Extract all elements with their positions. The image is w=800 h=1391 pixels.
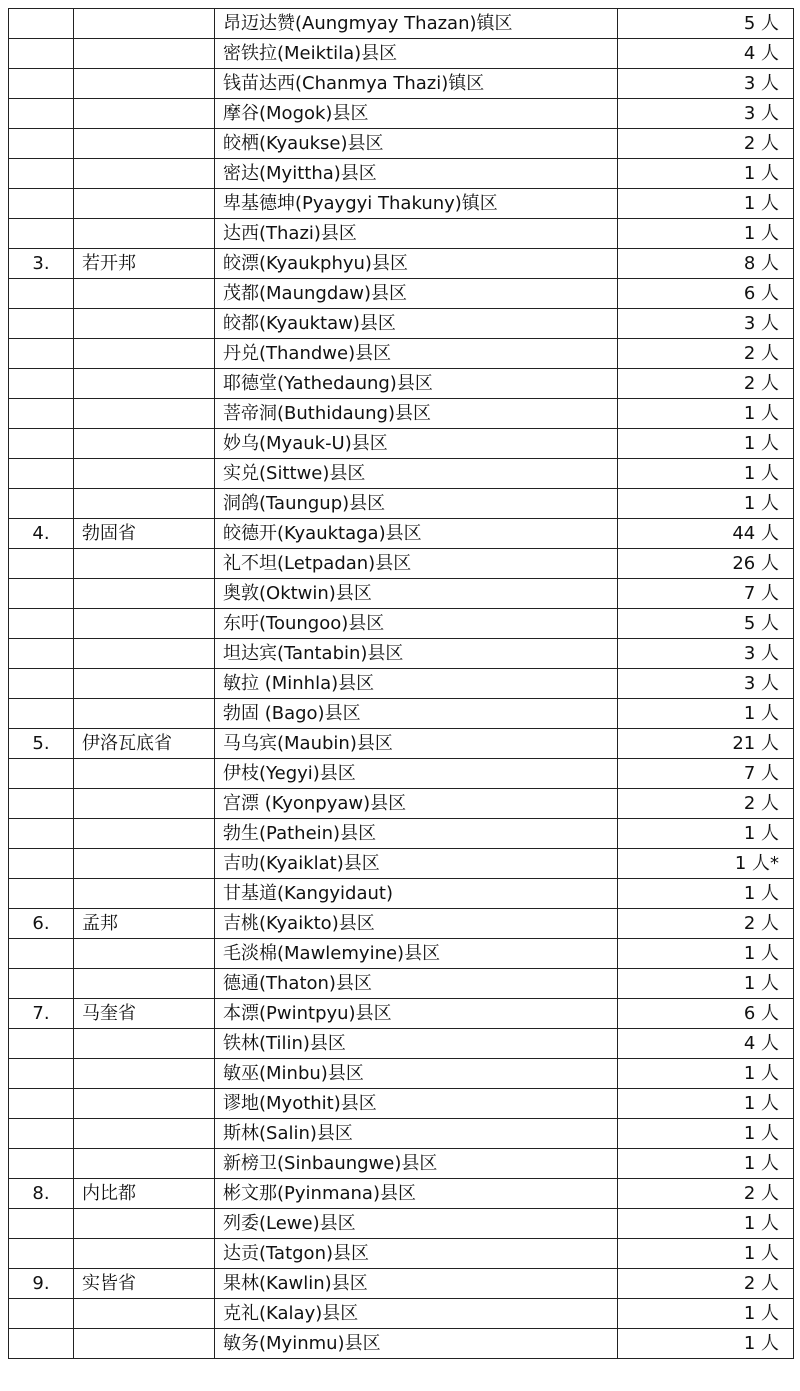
table-row: [9, 999, 794, 1029]
row-number: [9, 339, 74, 369]
district-name: 伊枝(Yegyi)县区: [215, 759, 618, 789]
district-name: 密达(Myittha)县区: [215, 159, 618, 189]
district-name: 达贡(Tatgon)县区: [215, 1239, 618, 1269]
district-name: 本漂(Pwintpyu)县区: [215, 999, 618, 1029]
row-number: [9, 129, 74, 159]
table-row: [9, 669, 794, 699]
region-name: [74, 1059, 215, 1089]
table-row: [9, 279, 794, 309]
person-count: 1 人: [618, 459, 794, 489]
table-row: [9, 879, 794, 909]
table-row: [9, 1179, 794, 1209]
region-name: 孟邦: [74, 909, 215, 939]
region-name: [74, 579, 215, 609]
table-row: [9, 789, 794, 819]
row-number: [9, 759, 74, 789]
region-name: [74, 969, 215, 999]
district-name: 实兑(Sittwe)县区: [215, 459, 618, 489]
region-name: [74, 429, 215, 459]
region-name: [74, 69, 215, 99]
district-name: 敏务(Myinmu)县区: [215, 1329, 618, 1359]
district-name: 妙乌(Myauk-U)县区: [215, 429, 618, 459]
region-name: [74, 1329, 215, 1359]
row-number: [9, 369, 74, 399]
region-name: [74, 1089, 215, 1119]
table-row: [9, 1059, 794, 1089]
table-row: [9, 69, 794, 99]
district-name: 毛淡棉(Mawlemyine)县区: [215, 939, 618, 969]
table-row: [9, 579, 794, 609]
person-count: 2 人: [618, 369, 794, 399]
table-row: [9, 759, 794, 789]
person-count: 1 人: [618, 969, 794, 999]
district-name: 马乌宾(Maubin)县区: [215, 729, 618, 759]
region-name: [74, 789, 215, 819]
region-name: [74, 1029, 215, 1059]
district-name: 奥敦(Oktwin)县区: [215, 579, 618, 609]
person-count: 2 人: [618, 129, 794, 159]
person-count: 2 人: [618, 339, 794, 369]
person-count: 3 人: [618, 639, 794, 669]
table-row: [9, 39, 794, 69]
row-number: [9, 1149, 74, 1179]
region-name: [74, 939, 215, 969]
region-name: [74, 309, 215, 339]
region-name: [74, 1239, 215, 1269]
district-name: 耶德堂(Yathedaung)县区: [215, 369, 618, 399]
row-number: [9, 279, 74, 309]
district-name: 皎都(Kyauktaw)县区: [215, 309, 618, 339]
row-number: [9, 399, 74, 429]
district-name: 敏巫(Minbu)县区: [215, 1059, 618, 1089]
table-row: [9, 1029, 794, 1059]
table-row: [9, 189, 794, 219]
table-row: [9, 1329, 794, 1359]
district-name: 勃固 (Bago)县区: [215, 699, 618, 729]
region-name: [74, 189, 215, 219]
row-number: [9, 609, 74, 639]
district-name: 敏拉 (Minhla)县区: [215, 669, 618, 699]
table-row: [9, 249, 794, 279]
table-row: [9, 1209, 794, 1239]
row-number: [9, 1089, 74, 1119]
table-row: [9, 489, 794, 519]
table-row: [9, 309, 794, 339]
table-row: [9, 1089, 794, 1119]
table-row: [9, 99, 794, 129]
region-name: [74, 99, 215, 129]
row-number: [9, 669, 74, 699]
district-name: 丹兑(Thandwe)县区: [215, 339, 618, 369]
region-name: 马奎省: [74, 999, 215, 1029]
person-count: 2 人: [618, 909, 794, 939]
row-number: [9, 39, 74, 69]
district-count-table: [8, 8, 794, 1359]
row-number: 6.: [9, 909, 74, 939]
region-name: [74, 549, 215, 579]
table-row: [9, 819, 794, 849]
district-name: 菩帝洞(Buthidaung)县区: [215, 399, 618, 429]
region-name: [74, 699, 215, 729]
person-count: 1 人: [618, 429, 794, 459]
person-count: 1 人: [618, 489, 794, 519]
row-number: [9, 1329, 74, 1359]
district-name: 铁林(Tilin)县区: [215, 1029, 618, 1059]
row-number: [9, 9, 74, 39]
region-name: [74, 279, 215, 309]
table-row: [9, 339, 794, 369]
person-count: 1 人: [618, 159, 794, 189]
table-row: [9, 429, 794, 459]
person-count: 7 人: [618, 579, 794, 609]
district-name: 吉叻(Kyaiklat)县区: [215, 849, 618, 879]
person-count: 3 人: [618, 99, 794, 129]
row-number: [9, 189, 74, 219]
row-number: [9, 579, 74, 609]
row-number: [9, 1209, 74, 1239]
table-row: [9, 219, 794, 249]
region-name: [74, 459, 215, 489]
region-name: [74, 819, 215, 849]
person-count: 1 人: [618, 939, 794, 969]
person-count: 2 人: [618, 1179, 794, 1209]
region-name: 实皆省: [74, 1269, 215, 1299]
row-number: [9, 429, 74, 459]
region-name: [74, 1209, 215, 1239]
person-count: 5 人: [618, 9, 794, 39]
table-row: [9, 399, 794, 429]
table-row: [9, 369, 794, 399]
region-name: [74, 489, 215, 519]
person-count: 1 人: [618, 1119, 794, 1149]
row-number: [9, 549, 74, 579]
table-row: [9, 9, 794, 39]
district-name: 钱苗达西(Chanmya Thazi)镇区: [215, 69, 618, 99]
table-row: [9, 909, 794, 939]
region-name: [74, 609, 215, 639]
person-count: 44 人: [618, 519, 794, 549]
table-row: [9, 1269, 794, 1299]
row-number: [9, 969, 74, 999]
person-count: 26 人: [618, 549, 794, 579]
person-count: 6 人: [618, 279, 794, 309]
table-row: [9, 549, 794, 579]
region-name: [74, 339, 215, 369]
row-number: [9, 1029, 74, 1059]
district-name: 甘基道(Kangyidaut): [215, 879, 618, 909]
table-row: [9, 639, 794, 669]
row-number: [9, 159, 74, 189]
district-name: 茂都(Maungdaw)县区: [215, 279, 618, 309]
person-count: 1 人: [618, 189, 794, 219]
person-count: 3 人: [618, 69, 794, 99]
district-name: 德通(Thaton)县区: [215, 969, 618, 999]
row-number: [9, 219, 74, 249]
table-row: [9, 729, 794, 759]
table-row: [9, 1239, 794, 1269]
row-number: [9, 1059, 74, 1089]
district-name: 果林(Kawlin)县区: [215, 1269, 618, 1299]
region-name: [74, 399, 215, 429]
region-name: 勃固省: [74, 519, 215, 549]
row-number: [9, 69, 74, 99]
person-count: 1 人: [618, 699, 794, 729]
person-count: 1 人: [618, 819, 794, 849]
region-name: 内比都: [74, 1179, 215, 1209]
person-count: 1 人: [618, 1239, 794, 1269]
person-count: 8 人: [618, 249, 794, 279]
district-name: 摩谷(Mogok)县区: [215, 99, 618, 129]
region-name: [74, 1119, 215, 1149]
table-row: [9, 129, 794, 159]
person-count: 4 人: [618, 39, 794, 69]
person-count: 7 人: [618, 759, 794, 789]
table-row: [9, 1149, 794, 1179]
person-count: 1 人: [618, 399, 794, 429]
district-name: 东吁(Toungoo)县区: [215, 609, 618, 639]
row-number: [9, 849, 74, 879]
district-name: 达西(Thazi)县区: [215, 219, 618, 249]
district-name: 卑基德坤(Pyaygyi Thakuny)镇区: [215, 189, 618, 219]
row-number: [9, 939, 74, 969]
region-name: [74, 849, 215, 879]
person-count: 2 人: [618, 789, 794, 819]
table-body: [9, 9, 794, 1359]
table-row: [9, 969, 794, 999]
table-row: [9, 939, 794, 969]
person-count: 1 人: [618, 1209, 794, 1239]
district-name: 列委(Lewe)县区: [215, 1209, 618, 1239]
district-name: 谬地(Myothit)县区: [215, 1089, 618, 1119]
region-name: 伊洛瓦底省: [74, 729, 215, 759]
region-name: [74, 159, 215, 189]
district-name: 新榜卫(Sinbaungwe)县区: [215, 1149, 618, 1179]
row-number: [9, 309, 74, 339]
district-name: 皎栖(Kyaukse)县区: [215, 129, 618, 159]
region-name: [74, 129, 215, 159]
person-count: 6 人: [618, 999, 794, 1029]
row-number: 3.: [9, 249, 74, 279]
person-count: 1 人: [618, 1059, 794, 1089]
district-name: 昂迈达赞(Aungmyay Thazan)镇区: [215, 9, 618, 39]
person-count: 1 人: [618, 1299, 794, 1329]
person-count: 1 人: [618, 1089, 794, 1119]
region-name: [74, 39, 215, 69]
region-name: [74, 1149, 215, 1179]
region-name: [74, 1299, 215, 1329]
row-number: [9, 819, 74, 849]
region-name: [74, 9, 215, 39]
person-count: 1 人: [618, 879, 794, 909]
table-row: [9, 519, 794, 549]
person-count: 4 人: [618, 1029, 794, 1059]
row-number: 7.: [9, 999, 74, 1029]
row-number: [9, 699, 74, 729]
region-name: [74, 759, 215, 789]
row-number: 8.: [9, 1179, 74, 1209]
row-number: [9, 99, 74, 129]
region-name: [74, 639, 215, 669]
district-name: 皎漂(Kyaukphyu)县区: [215, 249, 618, 279]
person-count: 3 人: [618, 669, 794, 699]
region-name: 若开邦: [74, 249, 215, 279]
district-name: 密铁拉(Meiktila)县区: [215, 39, 618, 69]
table-row: [9, 159, 794, 189]
district-name: 勃生(Pathein)县区: [215, 819, 618, 849]
row-number: [9, 879, 74, 909]
row-number: 9.: [9, 1269, 74, 1299]
row-number: [9, 489, 74, 519]
district-name: 吉桃(Kyaikto)县区: [215, 909, 618, 939]
row-number: [9, 639, 74, 669]
row-number: 5.: [9, 729, 74, 759]
region-name: [74, 879, 215, 909]
district-name: 斯林(Salin)县区: [215, 1119, 618, 1149]
district-name: 克礼(Kalay)县区: [215, 1299, 618, 1329]
district-name: 皎德开(Kyauktaga)县区: [215, 519, 618, 549]
region-name: [74, 219, 215, 249]
district-name: 宫漂 (Kyonpyaw)县区: [215, 789, 618, 819]
row-number: [9, 459, 74, 489]
row-number: [9, 789, 74, 819]
person-count: 3 人: [618, 309, 794, 339]
person-count: 1 人: [618, 1149, 794, 1179]
person-count: 1 人: [618, 219, 794, 249]
region-name: [74, 369, 215, 399]
table-row: [9, 699, 794, 729]
row-number: [9, 1119, 74, 1149]
table-row: [9, 609, 794, 639]
person-count: 5 人: [618, 609, 794, 639]
row-number: [9, 1239, 74, 1269]
row-number: [9, 1299, 74, 1329]
person-count: 21 人: [618, 729, 794, 759]
row-number: 4.: [9, 519, 74, 549]
person-count: 1 人*: [618, 849, 794, 879]
table-row: [9, 1299, 794, 1329]
table-row: [9, 459, 794, 489]
table-row: [9, 849, 794, 879]
district-name: 彬文那(Pyinmana)县区: [215, 1179, 618, 1209]
region-name: [74, 669, 215, 699]
person-count: 2 人: [618, 1269, 794, 1299]
district-name: 礼不坦(Letpadan)县区: [215, 549, 618, 579]
district-name: 坦达宾(Tantabin)县区: [215, 639, 618, 669]
table-row: [9, 1119, 794, 1149]
person-count: 1 人: [618, 1329, 794, 1359]
district-name: 洞鸽(Taungup)县区: [215, 489, 618, 519]
